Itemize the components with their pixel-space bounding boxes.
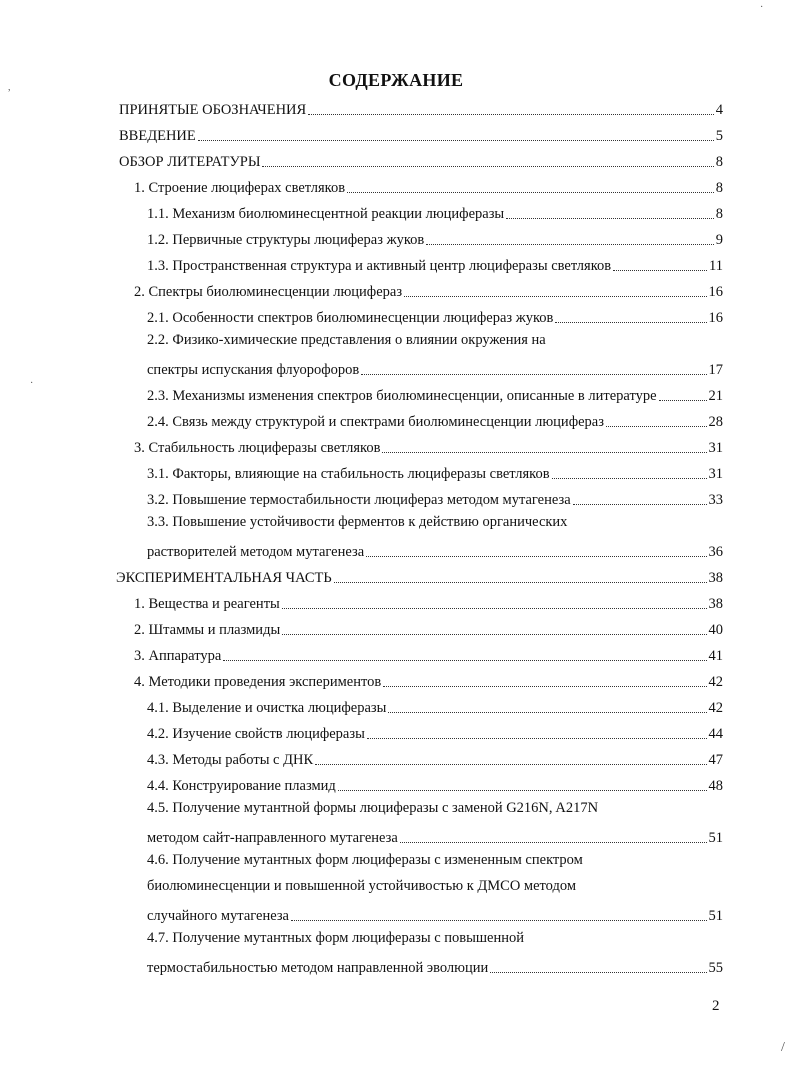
toc-entry	[134, 279, 723, 301]
toc-entry-page: 51	[708, 908, 723, 924]
leader-dots	[315, 764, 706, 765]
leader-dots	[223, 660, 706, 661]
leader-dots	[282, 608, 707, 609]
toc-entry-text: 2. Спектры биолюминесценции люцифераз	[134, 284, 403, 300]
toc-entry-text: 2.3. Механизмы изменения спектров биолюминесценции, описанные в литературе	[147, 388, 657, 404]
toc-entry-text: ПРИНЯТЫЕ ОБОЗНАЧЕНИЯ	[119, 102, 307, 118]
leader-dots	[334, 582, 707, 583]
toc-entry-text: 3. Аппаратура	[134, 648, 222, 664]
leader-dots	[347, 192, 714, 193]
leader-dots	[366, 556, 706, 557]
leader-dots	[573, 504, 707, 505]
toc-entry-page: 5	[715, 128, 723, 144]
toc-entry	[147, 799, 598, 821]
leader-dots	[291, 920, 707, 921]
toc-entry-page: 16	[708, 310, 723, 326]
toc-entry-text: методом сайт-направленного мутагенеза	[147, 830, 398, 846]
toc-entry-page: 4	[715, 102, 723, 118]
toc-entry-page: 41	[708, 648, 723, 664]
toc-entry	[147, 357, 723, 379]
leader-dots	[198, 140, 714, 141]
toc-entry-text: термостабильностью методом направленной эволюции	[147, 960, 489, 976]
toc-entry-text: 4.3. Методы работы с ДНК	[147, 752, 314, 768]
toc-entry-page: 38	[708, 596, 723, 612]
leader-dots	[613, 270, 707, 271]
toc-entry-page: 9	[715, 232, 723, 248]
leader-dots	[308, 114, 714, 115]
toc-entry-text: 2.4. Связь между структурой и спектрами биолюминесценции люцифераз	[147, 414, 604, 430]
page-number: 2	[712, 998, 720, 1014]
leader-dots	[361, 374, 706, 375]
toc-entry	[134, 643, 723, 665]
toc-entry-page: 8	[715, 180, 723, 196]
toc-entry	[147, 227, 723, 249]
scan-mark: /	[781, 1040, 785, 1055]
toc-entry	[147, 903, 723, 925]
toc-entry-page: 38	[708, 570, 723, 586]
toc-entry-text: 3. Стабильность люциферазы светляков	[134, 440, 381, 456]
leader-dots	[404, 296, 706, 297]
leader-dots	[606, 426, 707, 427]
toc-entry-text: 1. Вещества и реагенты	[134, 596, 280, 612]
toc-title: СОДЕРЖАНИЕ	[328, 70, 464, 90]
toc-entry-text: 4.1. Выделение и очистка люциферазы	[147, 700, 387, 716]
leader-dots	[262, 166, 713, 167]
leader-dots	[506, 218, 714, 219]
toc-entry	[147, 539, 723, 561]
toc-entry-page: 47	[708, 752, 723, 768]
toc-entry-text: 4.7. Получение мутантных форм люциферазы с повышенной	[147, 930, 525, 946]
scan-speck: ·	[760, 2, 764, 13]
toc-entry	[147, 201, 723, 223]
toc-entry	[147, 305, 723, 327]
toc-entry	[147, 773, 723, 795]
toc-entry-text: 4.2. Изучение свойств люциферазы	[147, 726, 365, 742]
toc-entry	[119, 123, 723, 145]
toc-entry	[134, 617, 723, 639]
toc-entry-text: спектры испускания флуорофоров	[147, 362, 360, 378]
toc-entry	[147, 331, 546, 353]
toc-entry-text: 3.3. Повышение устойчивости ферментов к действию органических	[147, 514, 568, 530]
toc-entry-text: ВВЕДЕНИЕ	[119, 128, 196, 144]
leader-dots	[490, 972, 706, 973]
toc-entry	[134, 669, 723, 691]
toc-entry-text: 4.6. Получение мутантных форм люциферазы с измененным спектром	[147, 852, 583, 868]
toc-entry	[134, 435, 723, 457]
toc-entry-text: 3.1. Факторы, влияющие на стабильность люциферазы светляков	[147, 466, 550, 482]
toc-entry-text: 1.1. Механизм биолюминесцентной реакции люциферазы	[147, 206, 505, 222]
toc-entry-text: 4.4. Конструирование плазмид	[147, 778, 336, 794]
toc-entry	[147, 721, 723, 743]
leader-dots	[282, 634, 706, 635]
toc-entry-page: 42	[708, 674, 723, 690]
toc-entry	[147, 929, 524, 951]
toc-entry-text: 3.2. Повышение термостабильности люцифераз методом мутагенеза	[147, 492, 571, 508]
toc-entry	[119, 97, 723, 119]
toc-entry-text: 1.2. Первичные структуры люцифераз жуков	[147, 232, 425, 248]
leader-dots	[383, 686, 706, 687]
toc-entry-page: 42	[708, 700, 723, 716]
toc-entry-page: 55	[708, 960, 723, 976]
toc-entry	[134, 175, 723, 197]
toc-entry	[119, 149, 723, 171]
leader-dots	[388, 712, 706, 713]
toc-entry-page: 8	[715, 206, 723, 222]
leader-dots	[426, 244, 714, 245]
toc-entry	[147, 461, 723, 483]
scan-speck: ,	[8, 82, 11, 93]
toc-entry-page: 51	[708, 830, 723, 846]
toc-entry	[147, 383, 723, 405]
toc-entry-page: 28	[708, 414, 723, 430]
toc-entry-page: 44	[708, 726, 723, 742]
leader-dots	[367, 738, 707, 739]
toc-entry	[116, 565, 723, 587]
toc-entry-text: 1. Строение люциферах светляков	[134, 180, 346, 196]
toc-entry-text: 2. Штаммы и плазмиды	[134, 622, 281, 638]
toc-entry	[147, 487, 723, 509]
toc-entry-page: 17	[708, 362, 723, 378]
leader-dots	[338, 790, 707, 791]
toc-entry-page: 16	[708, 284, 723, 300]
toc-entry-text: растворителей методом мутагенеза	[147, 544, 365, 560]
leader-dots	[400, 842, 707, 843]
toc-entry	[147, 409, 723, 431]
toc-entry-page: 8	[715, 154, 723, 170]
leader-dots	[659, 400, 707, 401]
toc-entry-text: 2.2. Физико-химические представления о влиянии окружения на	[147, 332, 546, 348]
toc-entry-text: ЭКСПЕРИМЕНТАЛЬНАЯ ЧАСТЬ	[116, 570, 332, 586]
toc-entry-text: биолюминесценции и повышенной устойчивостью к ДМСО методом	[147, 878, 577, 894]
toc-entry-text: 2.1. Особенности спектров биолюминесценции люцифераз жуков	[147, 310, 554, 326]
toc-entry	[147, 747, 723, 769]
toc-entry-page: 36	[708, 544, 723, 560]
leader-dots	[552, 478, 707, 479]
toc-entry	[147, 253, 723, 275]
toc-entry	[147, 851, 583, 873]
toc-entry-text: случайного мутагенеза	[147, 908, 289, 924]
toc-entry-page: 40	[708, 622, 723, 638]
toc-entry-page: 31	[708, 440, 723, 456]
scan-speck: ·	[30, 378, 34, 389]
toc-entry-page: 31	[708, 466, 723, 482]
toc-entry-text: 4.5. Получение мутантной формы люциферазы с заменой G216N, A217N	[147, 800, 599, 816]
toc-entry-text: 1.3. Пространственная структура и активный центр люциферазы светляков	[147, 258, 612, 274]
toc-entry-page: 33	[708, 492, 723, 508]
toc-entry	[147, 877, 576, 899]
toc-entry-page: 11	[709, 258, 723, 274]
leader-dots	[382, 452, 706, 453]
toc-entry	[147, 513, 567, 535]
toc-entry	[134, 591, 723, 613]
toc-entry-page: 21	[708, 388, 723, 404]
leader-dots	[555, 322, 706, 323]
toc-entry	[147, 825, 723, 847]
toc-entry	[147, 955, 723, 977]
toc-entry-text: 4. Методики проведения экспериментов	[134, 674, 382, 690]
toc-entry-text: ОБЗОР ЛИТЕРАТУРЫ	[119, 154, 261, 170]
toc-entry	[147, 695, 723, 717]
toc-entry-page: 48	[708, 778, 723, 794]
